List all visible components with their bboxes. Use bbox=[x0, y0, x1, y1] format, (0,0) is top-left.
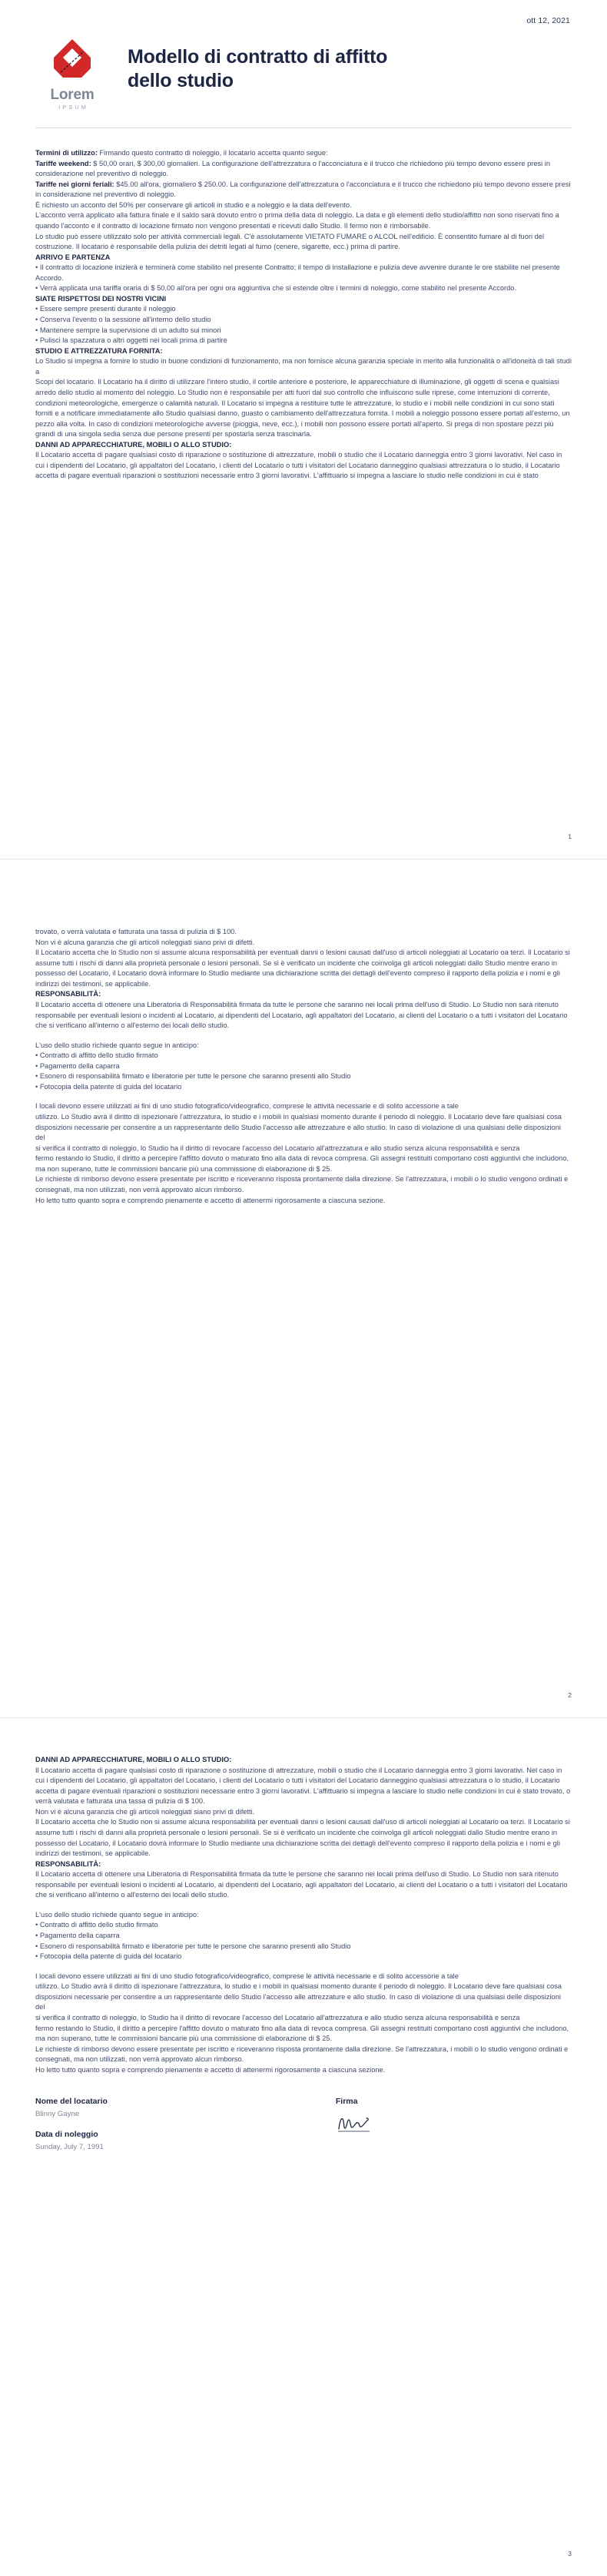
paragraph-spacer bbox=[35, 1962, 572, 1972]
body-paragraph: Lo Studio si impegna a fornire lo studio in buone condizioni di funzionamento, ma non fornisce alcuna garanzia speciale in merito alla funzionalità o all'idoneità di tali studi a bbox=[35, 357, 572, 376]
paragraph-spacer bbox=[35, 1901, 572, 1910]
document-header bbox=[0, 0, 607, 111]
page-number: 2 bbox=[568, 1691, 572, 1699]
lorem-droplet-icon bbox=[52, 38, 92, 85]
document-page-3 bbox=[0, 1717, 607, 2576]
section-heading bbox=[35, 440, 572, 451]
document-page-2 bbox=[0, 859, 607, 1717]
body-paragraph: • Conserva l'evento o la sessione all'interno dello studio bbox=[35, 316, 211, 323]
body-paragraph: • Essere sempre presenti durante il noleggio bbox=[35, 305, 176, 313]
paragraph-spacer bbox=[35, 1031, 572, 1041]
body-paragraph: Il Locatario accetta che lo Studio non si assume alcuna responsabilità per eventuali danni o lesioni causati dall'uso di articoli noleggiati al Locatario oa terzi. Il Locatario si assume tutti i rischi di danni alla proprietà personale o lesioni personali. Se si è verificato un incidente che coinvolga gli articoli noleggiati dallo Studio mentre erano in possesso del Locatario, il Locatario dovrà informare lo Studio mediante una dichiarazione scritta dei dettagli dell'evento compreso il rapporto della polizia e i nomi e gli indirizzi dei testimoni, se applicabile. bbox=[35, 1818, 570, 1858]
body-paragraph: • Verrà applicata una tariffa oraria di $ 50,00 all'ora per ogni ora aggiuntiva che si estende oltre i termini di noleggio, come stabilito nel presente Accordo. bbox=[35, 284, 517, 293]
body-paragraph: • Il contratto di locazione inizierà e terminerà come stabilito nel presente Contratto; il tempo di installazione e pulizia deve avvenire durante le ore stabilite nel presente Accordo. bbox=[35, 263, 560, 282]
body-paragraph: I locali devono essere utilizzati ai fini di uno studio fotografico/videografico, comprese le attività necessarie e di solito accessorie a tale bbox=[35, 1972, 459, 1980]
body-paragraph: L'uso dello studio richiede quanto segue in anticipo: bbox=[35, 1910, 199, 1919]
body-paragraph: utilizzo. Lo Studio avrà il diritto di ispezionare l'attrezzatura, lo studio e i mobili in qualsiasi momento durante il periodo di noleggio. Il Locatario deve fare qualsiasi cosa bbox=[35, 1982, 562, 1991]
body-paragraph: Tariffe nei giorni feriali: $45.00 all'ora, giornaliero $ 250.00. La configurazione dell'attrezzatura o l'acconciatura e il trucco che richiedono più tempo devono essere presi in considerazione nel preventivo di noleggio. bbox=[35, 180, 571, 199]
body-paragraph: Tariffe weekend: $ 50,00 orari, $ 300,00 giornalieri. La configurazione dell'attrezzatura o l'acconciatura e il trucco che richiedono più tempo devono essere presi in considerazione nel preventivo di noleggio. bbox=[35, 159, 551, 178]
body-paragraph: si verifica il contratto di noleggio, lo Studio ha il diritto di revocare l'accesso del Locatario all'attrezzatura e allo studio senza alcuna responsabilità e senza bbox=[35, 1144, 520, 1152]
lessee-name-label: Nome del locatario bbox=[35, 2097, 108, 2107]
body-paragraph: disposizioni necessarie per consentire a un rappresentante dello Studio l'accesso alle attrezzature e allo studio. In caso di violazione di una qualsiasi delle disposizioni del bbox=[35, 1123, 561, 1142]
rental-date-label: Data di noleggio bbox=[35, 2130, 98, 2140]
handwritten-signature-icon bbox=[336, 2113, 383, 2133]
signature-right-column bbox=[336, 2097, 572, 2151]
section-heading bbox=[35, 294, 572, 305]
body-paragraph: fermo restando lo Studio, il diritto a percepire l'affitto dovuto o maturato fino alla data di revoca compresa. Gli assegni restituiti comportano costi aggiuntivi che includono, ma non superano, tutte le commissioni bancarie più una commissione di elaborazione di $ 25. bbox=[35, 1154, 569, 1173]
body-paragraph: Le richieste di rimborso devono essere presentate per iscritto e riceveranno risposta prontamente dalla direzione. Se l'attrezzatura, i mobili o lo studio vengono ordinati e consegnati, ma non utilizzati, non verrà approvato alcun rimborso. bbox=[35, 2045, 569, 2064]
rental-date-value: Sunday, July 7, 1991 bbox=[35, 2143, 104, 2152]
section-heading-text: STUDIO E ATTREZZATURA FORNITA: bbox=[35, 346, 163, 355]
paragraph-lead-in: Tariffe weekend: bbox=[35, 159, 91, 167]
paragraph-lead-in: Tariffe nei giorni feriali: bbox=[35, 180, 114, 188]
body-paragraph: Le richieste di rimborso devono essere presentate per iscritto e riceveranno risposta prontamente dalla direzione. Se l'attrezzatura, i mobili o lo studio vengono ordinati e consegnati, ma non utilizzati, non verrà approvato alcun rimborso. bbox=[35, 1175, 569, 1194]
page-number: 1 bbox=[568, 833, 572, 840]
body-paragraph: Il Locatario accetta di ottenere una Liberatoria di Responsabilità firmata da tutte le persone che saranno nei locali prima dell'uso di Studio. Lo Studio non sarà ritenuto responsabile per eventuali lesioni o incidenti al Locatario, ai dipendenti del Locatario, agli appaltatori del Locatario, ai clienti del Locatario o a tutti i visitatori del Locatario che si verificano all'interno o all'esterno dei locali dello studio. bbox=[35, 1870, 568, 1899]
body-paragraph: L'uso dello studio richiede quanto segue in anticipo: bbox=[35, 1041, 199, 1049]
body-paragraph: Non vi è alcuna garanzia che gli articoli noleggiati siano privi di difetti. bbox=[35, 1807, 255, 1816]
spacer bbox=[35, 2118, 336, 2130]
section-heading bbox=[35, 346, 572, 357]
page-number: 3 bbox=[568, 2550, 572, 2558]
title-row bbox=[35, 36, 572, 111]
body-paragraph: Termini di utilizzo: Firmando questo contratto di noleggio, il locatario accetta quanto segue: bbox=[35, 149, 328, 157]
body-paragraph: L'acconto verrà applicato alla fattura finale e il saldo sarà dovuto entro o prima della data di noleggio. La data e gli elementi dello studio/affitto non sono riservati fino a quando l'acconto e il contratto di locazione firmato non vengono presentati e ricevuti dallo Studio. Il fermo non è rimborsabile. bbox=[35, 211, 559, 230]
body-paragraph: trovato, o verrà valutata e fatturata una tassa di pulizia di $ 100. bbox=[35, 928, 237, 935]
page-2-body bbox=[0, 859, 607, 1206]
paragraph-spacer bbox=[35, 1092, 572, 1101]
section-heading-text: DANNI AD APPARECCHIATURE, MOBILI O ALLO STUDIO: bbox=[35, 1756, 232, 1763]
body-paragraph: • Pagamento della caparra bbox=[35, 1061, 120, 1070]
body-paragraph: Ho letto tutto quanto sopra e comprendo pienamente e accetto di attenermi rigorosamente a ciascuna sezione. bbox=[35, 2065, 386, 2074]
paragraph-lead-in: Termini di utilizzo: bbox=[35, 149, 98, 157]
signature-left-column bbox=[35, 2097, 336, 2151]
body-paragraph: • Esonero di responsabilità firmato e liberatorie per tutte le persone che saranno presenti allo Studio bbox=[35, 1942, 351, 1950]
logo-subtext: IPSUM bbox=[58, 104, 88, 111]
body-paragraph: • Contratto di affitto dello studio firmato bbox=[35, 1921, 158, 1929]
body-paragraph: È richiesto un acconto del 50% per conservare gli articoli in studio e a noleggio e la data dell'evento. bbox=[35, 200, 352, 209]
body-paragraph: si verifica il contratto di noleggio, lo Studio ha il diritto di revocare l'accesso del Locatario all'attrezzatura e allo studio senza alcuna responsabilità e senza bbox=[35, 2013, 520, 2021]
body-paragraph: Il Locatario accetta di pagare qualsiasi costo di riparazione o sostituzione di attrezzature, mobili o studio che il Locatario danneggia entro 3 giorni lavorativi. Nel caso in cui i dipendenti del Locatario, gli appaltatori del Locatario, i clienti del Locatario o tutti i visitatori del Locatario danneggino qualsiasi attrezzatura o lo studio, il Locatario accetta di pagare eventuali riparazioni o sostituzioni necessarie entro 3 giorni lavorativi. L'affittuario si impegna a lasciare lo studio nelle condizioni in cui è stato bbox=[35, 451, 562, 480]
lessee-name-value: Blinny Gayne bbox=[35, 2110, 80, 2119]
logo-wordmark: Lorem bbox=[50, 87, 95, 103]
body-paragraph: • Fotocopia della patente di guida del locatario bbox=[35, 1082, 182, 1091]
body-paragraph: fermo restando lo Studio, il diritto a percepire l'affitto dovuto o maturato fino alla data di revoca compresa. Gli assegni restituiti comportano costi aggiuntivi che includono, ma non superano, tutte le commissioni bancarie più una commissione di elaborazione di $ 25. bbox=[35, 2024, 569, 2043]
body-paragraph: • Mantenere sempre la supervisione di un adulto sui minori bbox=[35, 326, 221, 334]
body-paragraph: costruzione. Il locatario è responsabile della pulizia dei detriti legati al fumo (cenere, sigarette, ecc.) prima di partire. bbox=[35, 243, 400, 251]
document-date: ott 12, 2021 bbox=[526, 16, 570, 25]
body-paragraph: Non vi è alcuna garanzia che gli articoli noleggiati siano privi di difetti. bbox=[35, 938, 255, 946]
body-paragraph: • Esonero di responsabilità firmato e liberatorie per tutte le persone che saranno presenti allo Studio bbox=[35, 1072, 351, 1081]
document-page-1 bbox=[0, 0, 607, 859]
body-paragraph: utilizzo. Lo Studio avrà il diritto di ispezionare l'attrezzatura, lo studio e i mobili in qualsiasi momento durante il periodo di noleggio. Il Locatario deve fare qualsiasi cosa bbox=[35, 1113, 562, 1121]
page-title: Modello di contratto di affitto dello studio bbox=[128, 46, 388, 91]
body-paragraph: • Fotocopia della patente di guida del locatario bbox=[35, 1952, 182, 1961]
section-heading-text: SIATE RISPETTOSI DEI NOSTRI VICINI bbox=[35, 294, 167, 303]
body-paragraph: Il Locatario accetta di ottenere una Liberatoria di Responsabilità firmata da tutte le persone che saranno nei locali prima dell'uso di Studio. Lo Studio non sarà ritenuto responsabile per eventuali lesioni o incidenti al Locatario, ai dipendenti del Locatario, agli appaltatori del Locatario, ai clienti del Locatario o a tutti i visitatori del Locatario che si verificano all'interno o all'esterno dei locali dello studio. bbox=[35, 1000, 568, 1030]
brand-logo bbox=[35, 36, 109, 111]
section-heading bbox=[35, 1859, 572, 1870]
body-paragraph: Il Locatario accetta che lo Studio non si assume alcuna responsabilità per eventuali danni o lesioni causati dall'uso di articoli noleggiati al Locatario oa terzi. Il Locatario si assume tutti i rischi di danni alla proprietà personale o lesioni personali. Se si è verificato un incidente che coinvolga gli articoli noleggiati dallo Studio mentre erano in possesso del Locatario, il Locatario dovrà informare lo Studio mediante una dichiarazione scritta dei dettagli dell'evento compreso il rapporto della polizia e i nomi e gli indirizzi dei testimoni, se applicabile. bbox=[35, 949, 570, 988]
signature-block bbox=[0, 2097, 607, 2151]
section-heading-text: RESPONSABILITÀ: bbox=[35, 990, 101, 998]
body-paragraph: • Contratto di affitto dello studio firmato bbox=[35, 1051, 158, 1060]
page-1-body bbox=[0, 128, 607, 482]
page-3-body bbox=[0, 1718, 607, 2075]
section-heading-text: ARRIVO E PARTENZA bbox=[35, 253, 111, 261]
section-heading-text: RESPONSABILITÀ: bbox=[35, 1859, 101, 1868]
body-paragraph: • Pagamento della caparra bbox=[35, 1932, 120, 1939]
body-paragraph: Il Locatario accetta di pagare qualsiasi costo di riparazione o sostituzione di attrezzature, mobili o studio che il Locatario danneggia entro 3 giorni lavorativi. Nel caso in cui i dipendenti del Locatario, gli appaltatori del Locatario, i clienti del Locatario o tutti i visitatori del Locatario danneggino qualsiasi attrezzatura o lo studio, il Locatario accetta di pagare eventuali riparazioni o sostituzioni necessarie entro 3 giorni lavorativi. L'affittuario si impegna a lasciare lo studio nelle condizioni in cui è stato trovato, o verrà valutata e fatturata una tassa di pulizia di $ 100. bbox=[35, 1766, 571, 1806]
body-paragraph: • Pulisci la spazzatura o altri oggetti nei locali prima di partire bbox=[35, 336, 227, 345]
body-paragraph: Scopi del locatario. Il Locatario ha il diritto di utilizzare l'intero studio, il cortile anteriore e posteriore, le apparecchiature di illuminazione, gli oggetti di scena e qualsiasi arredo dello studio al momento del noleggio. Lo Studio non è responsabile per atti fuori dal suo controllo che influiscono sulle riprese, come interruzioni di corrente, condizioni meteorologiche, emergenze o calamità naturali. Il Locatario si impegna a restituire tutte le attrezzature, lo studio e i mobili nelle condizioni in cui sono stati forniti e a notificare immediatamente allo Studio qualsiasi danno, guasto o cambiamento dell'attrezzatura fornita. I mobili a noleggio possono essere portati all'esterno, un pezzo alla volta. In caso di condizioni meteorologiche avverse (pioggia, neve, ecc.), i mobili non possono essere portati all'aperto. Si prega di non spostare pezzi più grandi di una singola sedia senza due persone presenti per spostarla senza trascinarla. bbox=[35, 378, 570, 439]
body-paragraph: disposizioni necessarie per consentire a un rappresentante dello Studio l'accesso alle attrezzature e allo studio. In caso di violazione di una qualsiasi delle disposizioni del bbox=[35, 1992, 561, 2011]
body-paragraph: Lo studio può essere utilizzato solo per attività commerciali legali. C'è assolutamente VIETATO FUMARE o ALCOL nell'edificio. È consentito fumare al di fuori del bbox=[35, 232, 545, 240]
body-paragraph: I locali devono essere utilizzati ai fini di uno studio fotografico/videografico, comprese le attività necessarie e di solito accessorie a tale bbox=[35, 1102, 459, 1111]
signature-label: Firma bbox=[335, 2097, 358, 2107]
section-heading bbox=[35, 253, 572, 263]
body-paragraph: Ho letto tutto quanto sopra e comprendo pienamente e accetto di attenermi rigorosamente a ciascuna sezione. bbox=[35, 1196, 386, 1204]
section-heading bbox=[35, 989, 572, 1000]
section-heading bbox=[35, 1755, 572, 1766]
section-heading-text: DANNI AD APPARECCHIATURE, MOBILI O ALLO STUDIO: bbox=[35, 440, 232, 449]
